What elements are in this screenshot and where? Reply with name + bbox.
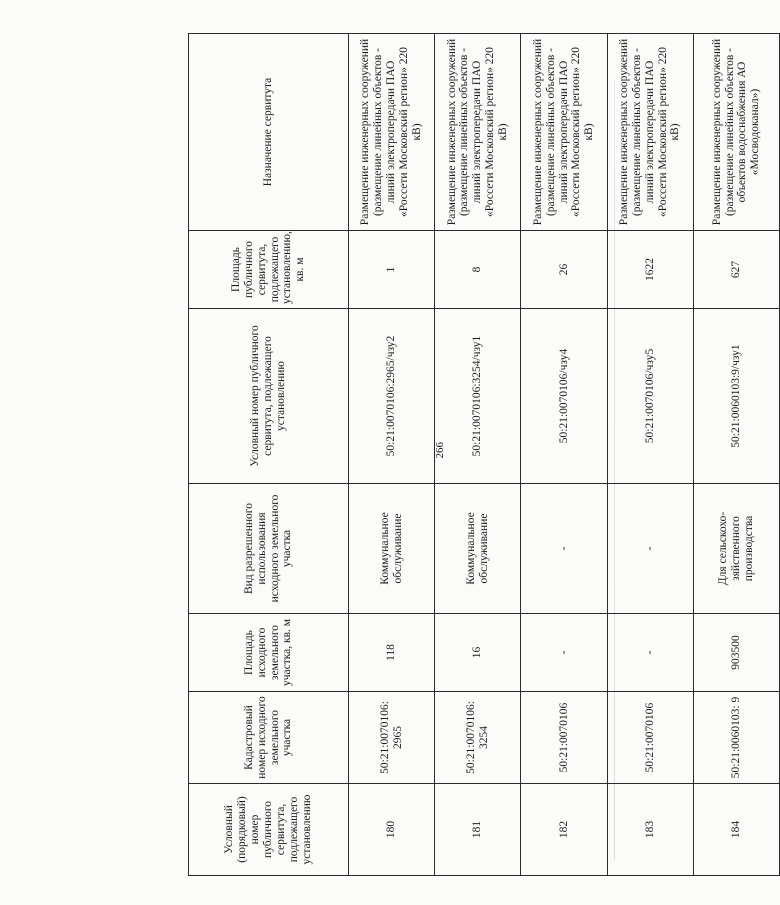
cell-servitude-area: 26 [521, 231, 607, 309]
header-permitted-use: Вид разрешенного использования исходного земельного участка [189, 484, 349, 614]
table-header-row [189, 34, 349, 876]
table-row [521, 34, 607, 876]
cell-permitted-use: Коммунальное обслуживание [349, 484, 435, 614]
header-servitude-area: Площадь публичного сервитута, подлежащего установлению, кв. м [189, 231, 349, 309]
cell-servitude-number: 182 [521, 784, 607, 876]
header-cadastral-number: Кадастровый номер исходного земельного участка [189, 692, 349, 784]
cell-servitude-number: 183 [607, 784, 693, 876]
cell-servitude-number: 180 [349, 784, 435, 876]
cell-servitude-id: 50:21:0070106:2965/чзу2 [349, 309, 435, 484]
cell-servitude-area: 1 [349, 231, 435, 309]
cell-servitude-purpose: Размещение инженерных сооружений (размещение линейных объектов - линий электропередачи ПАО «Россети Московский регион» 220 кВ) [607, 34, 693, 231]
cell-servitude-id: 50:21:0070106/чзу4 [521, 309, 607, 484]
cell-servitude-purpose: Размещение инженерных сооружений (размещение линейных объектов - объектов водоснабжения АО «Мосводоканал») [693, 34, 779, 231]
cell-permitted-use: Коммунальное обслуживание [435, 484, 521, 614]
table-row [607, 34, 693, 876]
cell-servitude-purpose: Размещение инженерных сооружений (размещение линейных объектов - линий электропередачи ПАО «Россети Московский регион» 220 кВ) [349, 34, 435, 231]
cell-cadastral-number: 50:21:0060103: 9 [693, 692, 779, 784]
cell-cadastral-number: 50:21:0070106 [521, 692, 607, 784]
cell-servitude-area: 1622 [607, 231, 693, 309]
cell-servitude-area: 8 [435, 231, 521, 309]
table-row [693, 34, 779, 876]
cell-plot-area: - [607, 614, 693, 692]
cell-servitude-number: 184 [693, 784, 779, 876]
cell-plot-area: - [521, 614, 607, 692]
table-row [435, 34, 521, 876]
cell-permitted-use: Для сельскохо- зяйственного производства [693, 484, 779, 614]
servitude-table [188, 33, 780, 876]
servitude-table-container [188, 34, 780, 876]
cell-plot-area: 903500 [693, 614, 779, 692]
cell-servitude-area: 627 [693, 231, 779, 309]
cell-servitude-number: 181 [435, 784, 521, 876]
header-plot-area: Площадь исходного земельного участка, кв. м [189, 614, 349, 692]
page-number: 266 [434, 442, 446, 459]
cell-servitude-id: 50:21:0070106:3254/чзу1 [435, 309, 521, 484]
cell-cadastral-number: 50:21:0070106 [607, 692, 693, 784]
header-servitude-number: Условный (порядковый) номер публичного сервитута, подлежащего установлению [189, 784, 349, 876]
cell-cadastral-number: 50:21:0070106: 3254 [435, 692, 521, 784]
cell-servitude-id: 50:21:0060103:9/чзу1 [693, 309, 779, 484]
cell-plot-area: 118 [349, 614, 435, 692]
cell-cadastral-number: 50:21:0070106: 2965 [349, 692, 435, 784]
table-row [349, 34, 435, 876]
cell-servitude-purpose: Размещение инженерных сооружений (размещение линейных объектов - линий электропередачи ПАО «Россети Московский регион» 220 кВ) [435, 34, 521, 231]
header-servitude-purpose: Назначение сервитута [189, 34, 349, 231]
cell-servitude-id: 50:21:0070106/чзу5 [607, 309, 693, 484]
cell-plot-area: 16 [435, 614, 521, 692]
cell-permitted-use: - [521, 484, 607, 614]
header-servitude-id: Условный номер публичного сервитута, подлежащего установлению [189, 309, 349, 484]
cell-servitude-purpose: Размещение инженерных сооружений (размещение линейных объектов - линий электропередачи ПАО «Россети Московский регион» 220 кВ) [521, 34, 607, 231]
cell-permitted-use: - [607, 484, 693, 614]
